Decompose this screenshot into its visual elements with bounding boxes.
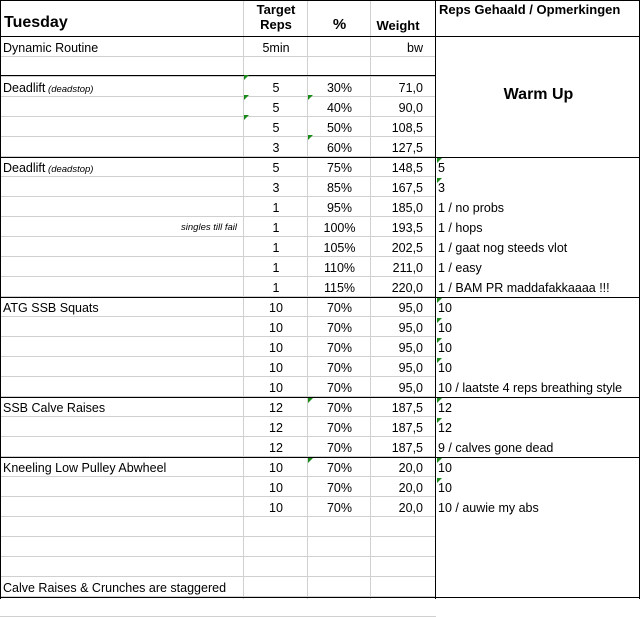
target-reps-cell[interactable]: 10 (269, 341, 283, 355)
exercise-cell[interactable]: SSB Calve Raises (3, 401, 106, 415)
target-reps-cell[interactable]: 10 (269, 481, 283, 495)
comment-cell[interactable]: 3 (438, 181, 445, 195)
exercise-cell[interactable] (3, 437, 241, 457)
target-reps-cell[interactable]: 1 (272, 241, 280, 255)
comment-cell[interactable]: 10 (438, 321, 452, 335)
comment-cell[interactable] (438, 57, 638, 77)
border-h (0, 75, 436, 76)
exercise-cell[interactable]: Dynamic Routine (3, 41, 99, 55)
table-row (0, 297, 641, 317)
target-reps-cell[interactable]: 3 (272, 181, 280, 195)
weight-cell[interactable]: 71,0 (398, 81, 423, 95)
comment-cell[interactable] (438, 137, 638, 157)
table-row (0, 377, 641, 397)
percent-cell[interactable] (308, 537, 371, 557)
comment-marker (308, 135, 313, 140)
table-row (0, 117, 641, 137)
border-h (0, 397, 640, 398)
comment-cell[interactable]: 1 / gaat nog steeds vlot (438, 241, 568, 255)
comment-cell[interactable]: 12 (438, 401, 452, 415)
weight-cell[interactable]: 202,5 (391, 241, 423, 255)
target-reps-cell[interactable]: 5 (272, 161, 280, 175)
comment-cell[interactable]: 10 (438, 341, 452, 355)
comment-marker (437, 478, 442, 483)
comment-marker (308, 95, 313, 100)
weight-cell[interactable]: 127,5 (391, 141, 423, 155)
table-row (0, 317, 641, 337)
weight-cell[interactable]: 148,5 (391, 161, 423, 175)
comment-cell[interactable]: 10 / auwie my abs (438, 501, 539, 515)
table-row (0, 337, 641, 357)
weight-cell[interactable]: 211,0 (392, 261, 423, 275)
comment-marker (244, 75, 249, 80)
target-reps-cell[interactable]: 5 (272, 121, 280, 135)
exercise-note: (deadstop) (45, 84, 94, 95)
percent-cell[interactable]: 70% (326, 341, 353, 355)
target-reps-cell[interactable]: 10 (269, 501, 283, 515)
exercise-cell[interactable]: Deadlift (deadstop) (3, 161, 94, 175)
target-reps-cell[interactable]: 12 (269, 401, 283, 415)
weight-cell[interactable]: 220,0 (391, 281, 423, 295)
comment-marker (437, 298, 442, 303)
table-row (0, 497, 641, 517)
border-h (0, 0, 640, 1)
weight-cell[interactable] (371, 537, 423, 557)
comment-cell[interactable] (438, 117, 638, 137)
table-row (0, 477, 641, 497)
weight-cell[interactable]: 95,0 (398, 301, 423, 315)
weight-cell[interactable]: 95,0 (398, 341, 423, 355)
header-day: Tuesday (4, 14, 68, 31)
comment-marker (437, 418, 442, 423)
comment-cell[interactable]: 9 / calves gone dead (438, 441, 554, 455)
border-v (0, 0, 1, 599)
percent-cell[interactable]: 40% (326, 101, 353, 115)
exercise-cell[interactable] (3, 357, 241, 377)
comment-cell[interactable] (438, 77, 638, 97)
comment-marker (244, 115, 249, 120)
weight-cell[interactable] (371, 577, 423, 597)
target-reps-cell[interactable] (244, 557, 308, 577)
percent-cell[interactable]: 30% (326, 81, 353, 95)
target-reps-cell[interactable]: 1 (272, 281, 280, 295)
exercise-cell[interactable] (3, 417, 241, 437)
border-v (639, 0, 640, 599)
weight-cell[interactable]: 95,0 (398, 381, 423, 395)
weight-cell[interactable] (371, 517, 423, 537)
border-h (0, 36, 640, 37)
comment-cell[interactable] (438, 557, 638, 577)
percent-cell[interactable] (308, 57, 371, 77)
comment-cell[interactable] (438, 577, 638, 597)
exercise-cell[interactable] (3, 257, 241, 277)
percent-cell[interactable]: 70% (326, 481, 353, 495)
border-h (0, 157, 640, 158)
percent-cell[interactable]: 110% (323, 261, 356, 275)
percent-cell[interactable]: 95% (326, 201, 353, 215)
table-row (0, 537, 641, 557)
target-reps-cell[interactable]: 5min (262, 41, 290, 55)
exercise-cell[interactable]: Kneeling Low Pulley Abwheel (3, 461, 167, 475)
exercise-cell[interactable] (3, 197, 241, 217)
exercise-cell[interactable] (3, 557, 241, 577)
comment-cell[interactable]: 10 / laatste 4 reps breathing style (438, 381, 623, 395)
table-row (0, 217, 641, 237)
comment-cell[interactable]: 10 (438, 481, 452, 495)
comment-marker (437, 398, 442, 403)
table-row (0, 77, 641, 97)
header-comments: Reps Gehaald / Opmerkingen (439, 2, 621, 17)
percent-cell[interactable] (308, 597, 371, 617)
target-reps-cell[interactable]: 1 (272, 261, 280, 275)
header-weight: Weight (376, 18, 420, 33)
table-row (0, 557, 641, 577)
comment-cell[interactable]: 12 (438, 421, 452, 435)
target-reps-cell[interactable] (244, 577, 308, 597)
weight-cell[interactable]: 95,0 (398, 321, 423, 335)
exercise-cell[interactable] (3, 277, 241, 297)
comment-cell[interactable]: 1 / hops (438, 221, 483, 235)
percent-cell[interactable]: 100% (323, 221, 356, 235)
table-row (0, 57, 641, 77)
weight-cell[interactable]: 187,5 (391, 441, 423, 455)
target-reps-cell[interactable] (244, 597, 308, 617)
exercise-cell[interactable] (3, 57, 241, 77)
target-reps-cell[interactable]: 12 (269, 421, 283, 435)
table-row (0, 97, 641, 117)
target-reps-cell[interactable]: 3 (272, 141, 280, 155)
comment-cell[interactable] (438, 517, 638, 537)
weight-cell[interactable]: 20,0 (398, 481, 423, 495)
exercise-cell[interactable]: Calve Raises & Crunches are staggered (3, 581, 227, 595)
exercise-cell[interactable]: Deadlift (deadstop) (3, 81, 94, 95)
weight-cell[interactable]: 108,5 (391, 121, 423, 135)
percent-cell[interactable]: 75% (326, 161, 353, 175)
comment-cell[interactable]: 1 / no probs (438, 201, 505, 215)
exercise-note: (deadstop) (45, 164, 94, 175)
border-v (435, 0, 436, 599)
percent-cell[interactable]: 60% (326, 141, 353, 155)
table-row (0, 37, 641, 57)
header-target-reps: Target Reps (256, 2, 296, 32)
table-row (0, 457, 641, 477)
border-h (0, 457, 640, 458)
gridline-v (307, 0, 308, 599)
percent-cell[interactable] (308, 37, 371, 57)
exercise-cell[interactable] (3, 597, 241, 617)
side-note-cell[interactable]: singles till fail (181, 222, 237, 233)
table-row (0, 577, 641, 597)
table-row (0, 417, 641, 437)
percent-cell[interactable]: 70% (326, 361, 353, 375)
exercise-cell[interactable] (3, 377, 241, 397)
target-reps-cell[interactable] (244, 537, 308, 557)
comment-marker (437, 158, 442, 163)
target-reps-cell[interactable]: 5 (272, 101, 280, 115)
comment-cell[interactable]: 10 (438, 461, 452, 475)
weight-cell[interactable]: 20,0 (398, 461, 423, 475)
target-reps-cell[interactable]: 10 (269, 461, 283, 475)
table-row (0, 137, 641, 157)
exercise-cell[interactable] (3, 97, 241, 117)
percent-cell[interactable]: 70% (326, 381, 353, 395)
percent-cell[interactable]: 50% (326, 121, 353, 135)
border-h (0, 597, 640, 598)
table-row (0, 517, 641, 537)
exercise-cell[interactable] (3, 117, 241, 137)
table-row (0, 597, 641, 617)
percent-cell[interactable]: 70% (326, 441, 353, 455)
weight-cell[interactable] (371, 57, 423, 77)
comment-marker (437, 178, 442, 183)
table-row (0, 277, 641, 297)
percent-cell[interactable] (308, 577, 371, 597)
target-reps-cell[interactable]: 1 (272, 221, 280, 235)
comment-marker (437, 318, 442, 323)
percent-cell[interactable]: 105% (323, 241, 356, 255)
exercise-cell[interactable] (3, 137, 241, 157)
comment-cell[interactable]: 5 (438, 161, 445, 175)
percent-cell[interactable]: 85% (326, 181, 353, 195)
target-reps-cell[interactable] (244, 517, 308, 537)
comment-cell[interactable] (438, 37, 638, 57)
comment-cell[interactable]: 1 / easy (438, 261, 482, 275)
comment-cell[interactable]: 10 (438, 301, 452, 315)
weight-cell[interactable]: bw (407, 41, 423, 55)
target-reps-cell[interactable] (244, 57, 308, 77)
table-row (0, 397, 641, 417)
exercise-cell[interactable] (3, 177, 241, 197)
header-pct: % (332, 16, 347, 33)
comment-cell[interactable]: 10 (438, 361, 452, 375)
percent-cell[interactable]: 70% (326, 461, 353, 475)
weight-cell[interactable] (371, 597, 423, 617)
table-row (0, 237, 641, 257)
weight-cell[interactable]: 193,5 (391, 221, 423, 235)
target-reps-cell[interactable]: 10 (269, 381, 283, 395)
percent-cell[interactable]: 70% (326, 501, 353, 515)
comment-cell[interactable] (438, 537, 638, 557)
target-reps-cell[interactable]: 5 (272, 81, 280, 95)
exercise-cell[interactable] (3, 517, 241, 537)
percent-cell[interactable]: 70% (326, 401, 353, 415)
table-row (0, 157, 641, 177)
exercise-cell[interactable] (3, 337, 241, 357)
weight-cell[interactable]: 187,5 (391, 421, 423, 435)
weight-cell[interactable] (371, 557, 423, 577)
exercise-cell[interactable] (3, 237, 241, 257)
border-h (0, 297, 640, 298)
table-row (0, 197, 641, 217)
weight-cell[interactable]: 90,0 (398, 101, 423, 115)
comment-cell[interactable]: 1 / BAM PR maddafakkaaaa !!! (438, 281, 610, 295)
target-reps-cell[interactable]: 10 (269, 361, 283, 375)
percent-cell[interactable]: 70% (326, 321, 353, 335)
weight-cell[interactable]: 95,0 (398, 361, 423, 375)
gridline-v (370, 0, 371, 599)
comment-marker (437, 358, 442, 363)
weight-cell[interactable]: 185,0 (391, 201, 423, 215)
exercise-cell[interactable] (3, 497, 241, 517)
weight-cell[interactable]: 20,0 (398, 501, 423, 515)
weight-cell[interactable]: 187,5 (391, 401, 423, 415)
percent-cell[interactable]: 115% (323, 281, 356, 295)
warm-up-label: Warm Up (503, 86, 574, 103)
gridline-v (243, 0, 244, 599)
comment-marker (308, 458, 313, 463)
comment-cell[interactable] (438, 597, 638, 617)
comment-cell[interactable] (438, 97, 638, 117)
percent-cell[interactable]: 70% (326, 301, 353, 315)
table-row (0, 437, 641, 457)
percent-cell[interactable]: 70% (326, 421, 353, 435)
exercise-cell[interactable] (3, 317, 241, 337)
comment-marker (244, 95, 249, 100)
table-row (0, 357, 641, 377)
exercise-cell[interactable] (3, 537, 241, 557)
comment-marker (437, 338, 442, 343)
exercise-cell[interactable]: ATG SSB Squats (3, 301, 99, 315)
table-row (0, 257, 641, 277)
comment-marker (437, 458, 442, 463)
weight-cell[interactable]: 167,5 (391, 181, 423, 195)
exercise-cell[interactable] (3, 477, 241, 497)
target-reps-cell[interactable]: 10 (269, 301, 283, 315)
percent-cell[interactable] (308, 517, 371, 537)
target-reps-cell[interactable]: 10 (269, 321, 283, 335)
target-reps-cell[interactable]: 12 (269, 441, 283, 455)
percent-cell[interactable] (308, 557, 371, 577)
target-reps-cell[interactable]: 1 (272, 201, 280, 215)
table-row (0, 177, 641, 197)
comment-marker (308, 398, 313, 403)
